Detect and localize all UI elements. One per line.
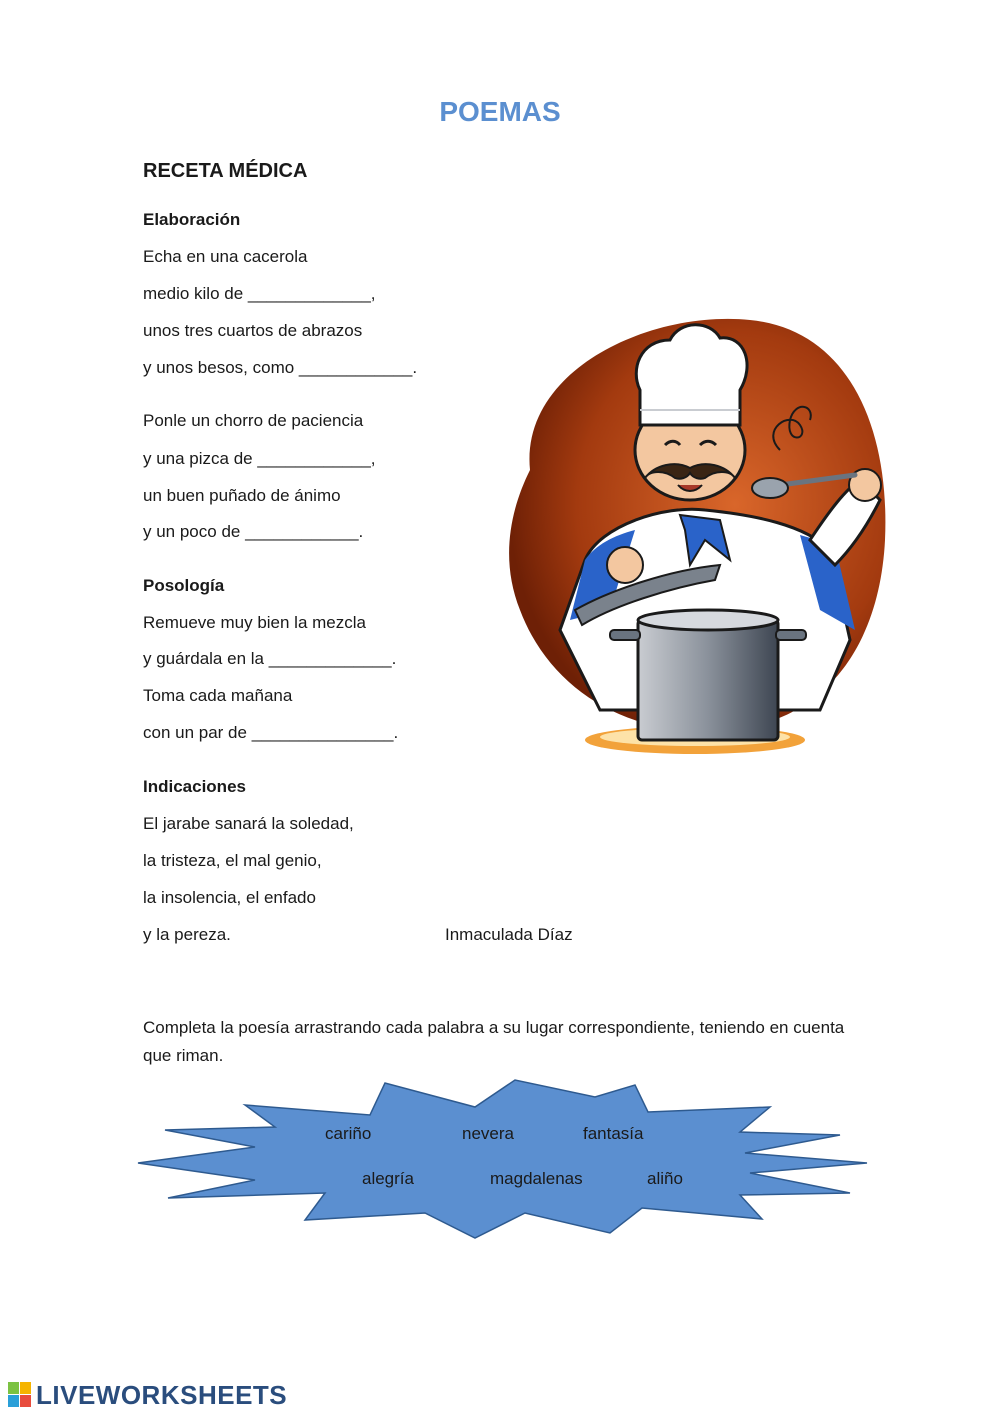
logo-blocks-icon (8, 1382, 32, 1408)
word-bank-starburst (130, 1075, 875, 1245)
word-tile-fantasia[interactable]: fantasía (583, 1124, 644, 1143)
chef-illustration (490, 310, 895, 770)
word-tile-carino[interactable]: cariño (325, 1124, 372, 1143)
poem-author: Inmaculada Díaz (445, 925, 573, 944)
poem-line: unos tres cuartos de abrazos (143, 321, 363, 340)
poem-line: Remueve muy bien la mezcla (143, 613, 366, 632)
poem-line: y la pereza. (143, 925, 231, 944)
word-tile-magdalenas[interactable]: magdalenas (490, 1169, 583, 1188)
poem-line: Ponle un chorro de paciencia (143, 411, 364, 430)
section-heading-posologia: Posología (143, 576, 225, 595)
word-tile-alino[interactable]: aliño (647, 1169, 683, 1188)
poem-line-blank[interactable]: medio kilo de _____________, (143, 284, 376, 303)
poem-line: la insolencia, el enfado (143, 888, 316, 907)
section-heading-indicaciones: Indicaciones (143, 777, 246, 796)
poem-line: un buen puñado de ánimo (143, 486, 341, 505)
poem-line: Toma cada mañana (143, 686, 293, 705)
poem-line-blank[interactable]: y guárdala en la _____________. (143, 649, 397, 668)
poem-line: la tristeza, el mal genio, (143, 851, 322, 870)
logo-text: LIVEWORKSHEETS (36, 1379, 288, 1410)
section-heading-elaboracion: Elaboración (143, 210, 241, 229)
poem-line-blank[interactable]: y un poco de ____________. (143, 522, 364, 541)
poem-line-blank[interactable]: y unos besos, como ____________. (143, 358, 418, 377)
liveworksheets-logo[interactable] (8, 1380, 287, 1410)
poem-title: RECETA MÉDICA (143, 160, 308, 182)
instruction-text: Completa la poesía arrastrando cada palabra a su lugar correspondiente, teniendo en cuenta que riman. (143, 1018, 845, 1065)
poem-line-blank[interactable]: y una pizca de ____________, (143, 449, 376, 468)
poem-line: El jarabe sanará la soledad, (143, 814, 354, 833)
word-tile-alegria[interactable]: alegría (362, 1169, 414, 1188)
poem-line: Echa en una cacerola (143, 247, 308, 266)
poem-line-blank[interactable]: con un par de _______________. (143, 723, 399, 742)
word-tile-nevera[interactable]: nevera (462, 1124, 514, 1143)
page-title: POEMAS (439, 96, 561, 127)
